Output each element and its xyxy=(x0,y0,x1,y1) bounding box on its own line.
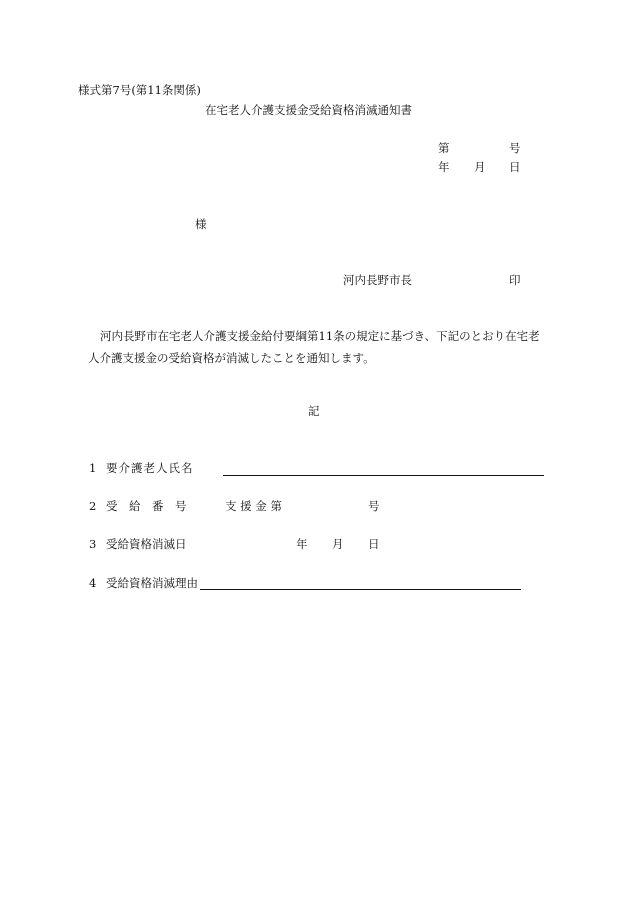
form-number-label: 様式第7号(第11条関係) xyxy=(78,83,201,97)
item-label-elderly-name: 要介護老人氏名 xyxy=(106,461,194,475)
body-paragraph: 河内長野市在宅老人介護支援金給付要綱第11条の規定に基づき、下記のとおり在宅老人介護支援金の受給資格が消滅したことを通知します。 xyxy=(88,329,540,365)
benefit-number-prefix: 支 援 金 第 xyxy=(225,499,282,513)
item-number: 3 xyxy=(89,537,97,551)
seal-mark: 印 xyxy=(509,273,521,287)
expiry-reason-underline xyxy=(200,589,521,590)
item-number: 4 xyxy=(89,576,97,590)
date-month-label: 月 xyxy=(474,160,486,174)
expiry-day-label: 日 xyxy=(368,537,380,551)
expiry-year-label: 年 xyxy=(296,537,308,551)
doc-number-go: 号 xyxy=(509,141,521,155)
elderly-name-underline xyxy=(223,475,544,476)
item-number: 2 xyxy=(89,499,97,513)
item-number: 1 xyxy=(89,461,97,475)
document-title: 在宅老人介護支援金受給資格消滅通知書 xyxy=(205,103,412,117)
item-label-expiry-reason: 受給資格消滅理由 xyxy=(106,576,198,590)
item-label-benefit-number: 受 給 番 号 xyxy=(106,499,187,513)
doc-number-dai: 第 xyxy=(438,141,450,155)
ki-heading: 記 xyxy=(308,404,320,418)
sender-name: 河内長野市長 xyxy=(343,273,412,287)
item-label-expiry-date: 受給資格消滅日 xyxy=(106,537,187,551)
date-year-label: 年 xyxy=(438,160,450,174)
benefit-number-suffix: 号 xyxy=(368,499,380,513)
expiry-month-label: 月 xyxy=(332,537,344,551)
date-day-label: 日 xyxy=(509,160,521,174)
recipient-honorific: 様 xyxy=(195,217,207,231)
